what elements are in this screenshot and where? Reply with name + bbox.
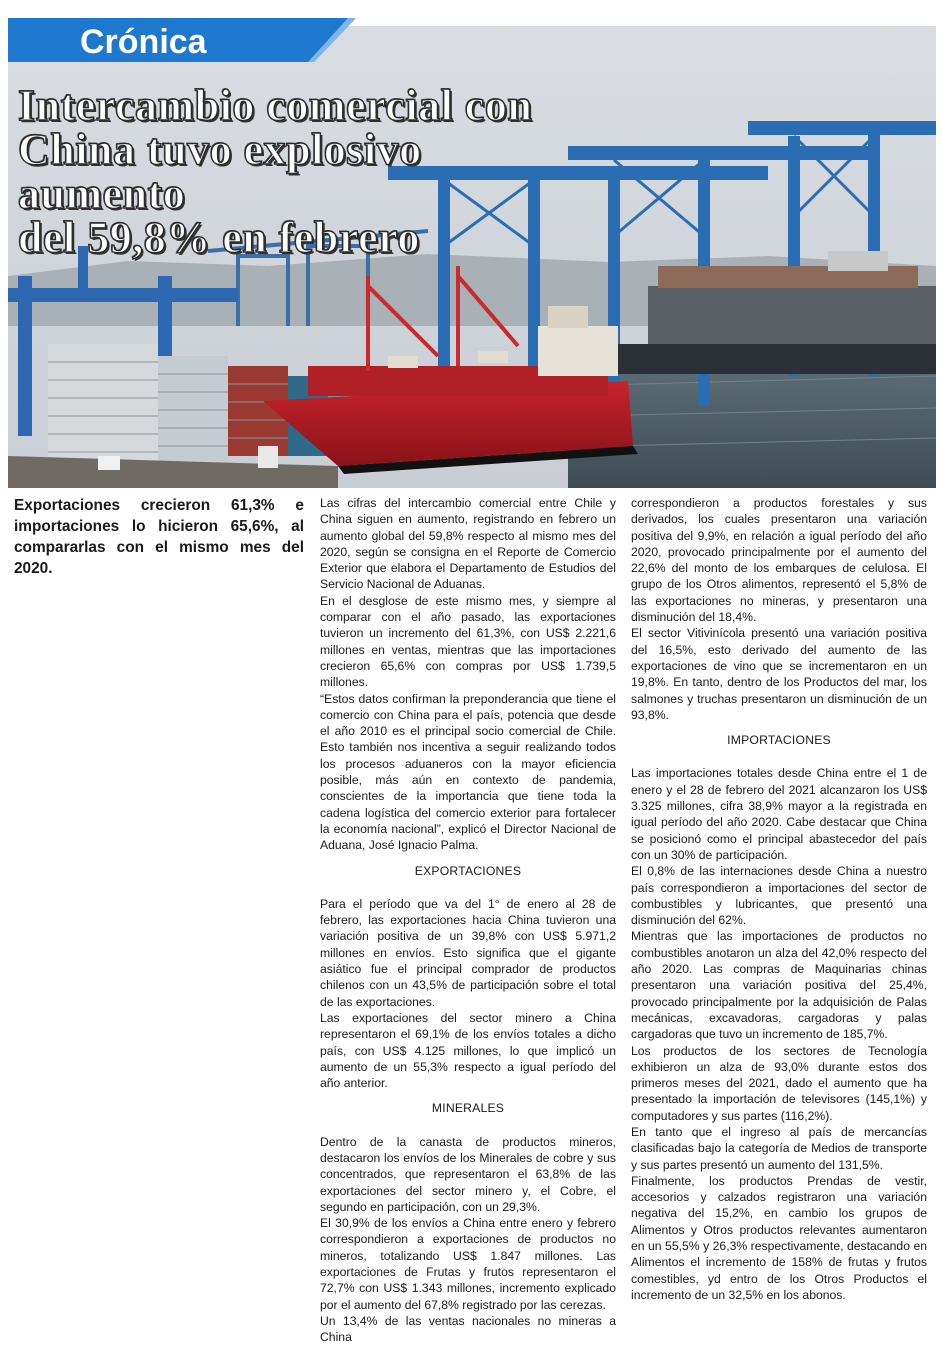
section-label: Crónica <box>80 23 207 61</box>
headline-line-3: del 59,8% en febrero <box>18 213 420 262</box>
paragraph: Dentro de la canasta de productos mineros, destacaron los envíos de los Minerales de cobre y sus concentrados, que representaron el 63,8% de las exportaciones del sector minero y, el Cobre, el segundo en participación, con un 29,3%. <box>320 1134 616 1214</box>
paragraph: Para el período que va del 1° de enero al 28 de febrero, las exportaciones hacia China tuvieron una variación positiva de un 39,8% con US$ 5.971,2 millones en envíos. Esto significa que el gigante asiático fue el principal comprador de productos chilenos con un 43,5% de participación sobre el total de las exportaciones. <box>320 896 616 1009</box>
paragraph: Las importaciones totales desde China entre el 1 de enero y el 28 de febrero del 2021 alcanzaron los US$ 3.325 millones, cifra 38,9% mayor a la registrada en igual período del año 2020. Cabe destacar que China se posicionó como el principal abastecedor del país con un 30% de participación. <box>631 766 927 862</box>
paragraph: Las exportaciones del sector minero a China representaron el 69,1% de los envíos totales a dicho país, con US$ 4.125 millones, lo que implicó un aumento de un 55,3% respecto a igual período del año anterior. <box>320 1010 616 1091</box>
paragraph: “Estos datos confirman la preponderancia que tiene el comercio con China para el país, potencia que desde el año 2010 es el principal socio comercial de Chile. Esto también nos incentiva a seguir realizando todos los procesos aduaneros con la mayor eficiencia posible, más aún en contexto de pandemia, conscientes de la importancia que tiene toda la cadena logística del comercio exterior para fortalecer la economía nacional”, explicó el Director Nacional de Aduana, José Ignacio Palma. <box>320 691 616 853</box>
headline-line-2: China tuvo explosivo aumento <box>18 125 422 218</box>
paragraph: El 30,9% de los envíos a China entre enero y febrero correspondieron a exportaciones de productos no mineros, totalizando US$ 1.847 millones. Las exportaciones de Frutas y frutos representaron el 72,7% con US$ 1.343 millones, incremento explicado por el aumento del 67,8% registrado por las cerezas. <box>320 1216 616 1312</box>
paragraph: El sector Vitivinícola presentó una variación positiva del 16,5%, esto derivado del aumento de las exportaciones de vino que se incrementaron en un 19,8%. En tanto, dentro de los Productos del mar, los salmones y truchas presentaron un disminución de un 93,8%. <box>631 626 927 722</box>
subheading-importaciones: IMPORTACIONES <box>727 733 831 748</box>
paragraph: Los productos de los sectores de Tecnología exhibieron un alza de 93,0% durante estos dos primeros meses del 2021, dado el aumento que ha presentado la importación de televisores (145,1%) y computadores y sus partes (116,2%). <box>631 1043 927 1123</box>
paragraph: En el desglose de este mismo mes, y siempre al comparar con el año pasado, las exportaciones tuvieron un incremento del 61,3%, con US$ 2.221,6 millones en ventas, mientras que las importaciones crecieron 65,6% con compras por US$ 1.739,5 millones. <box>320 593 616 690</box>
article-column-2 <box>631 495 927 1303</box>
subheading-exportaciones: EXPORTACIONES <box>414 863 522 878</box>
paragraph: correspondieron a productos forestales y sus derivados, los cuales presentaron una variación positiva del 9,9%, en relación a igual período del año 2020, provocado principalmente por el aumento del 22,6% del monto de los embarques de celulosa. El grupo de los Otros alimentos, representó el 5,8% de las exportaciones no mineras, y presentaron una disminución del 18,4%. <box>631 496 927 625</box>
article-column-1 <box>320 495 616 1346</box>
paragraph: Las cifras del intercambio comercial entre Chile y China siguen en aumento, registrando en febrero un aumento global del 59,8% respecto al mismo mes del 2020, según se consigna en el Reporte de Comercio Exterior que elabora el Departamento de Estudios del Servicio Nacional de Aduanas. <box>320 496 616 592</box>
subheading-minerales: MINERALES <box>431 1101 505 1116</box>
paragraph: El 0,8% de las internaciones desde China a nuestro país correspondieron a importaciones del sector de combustibles y lubricantes, que presentó una disminución del 62%. <box>631 864 927 928</box>
paragraph: Un 13,4% de las ventas nacionales no mineras a China <box>320 1313 616 1345</box>
paragraph: Finalmente, los productos Prendas de vestir, accesorios y calzados registraron una variación negativa del 15,2%, en cambio los grupos de Alimentos y Otros productos relevantes aumentaron en un 55,5% y 26,3% respectivamente, destacando en Alimentos el incremento de 158% de frutas y frutos comestibles, yd entro de los Otros Productos el incremento de un 32,5% en los abonos. <box>631 1173 927 1302</box>
paragraph: En tanto que el ingreso al país de mercancías clasificadas bajo la categoría de Medios de transporte y sus partes presentó un aumento del 131,5%. <box>631 1124 927 1172</box>
headline <box>18 81 538 262</box>
lead-summary: Exportaciones crecieron 61,3% e importaciones lo hicieron 65,6%, al compararlas con el mismo mes del 2020. <box>14 497 304 577</box>
paragraph: Mientras que las importaciones de productos no combustibles anotaron un alza del 42,0% respecto del año 2020. Las compras de Maquinarias chinas presentaron una variación positiva del 25,4%, provocado principalmente por la adquisición de Palas mecánicas, excavadoras, cargadoras y palas cargadoras que tuvo un incremento de 185,7%. <box>631 929 927 1042</box>
headline-line-1: Intercambio comercial con <box>18 81 533 130</box>
